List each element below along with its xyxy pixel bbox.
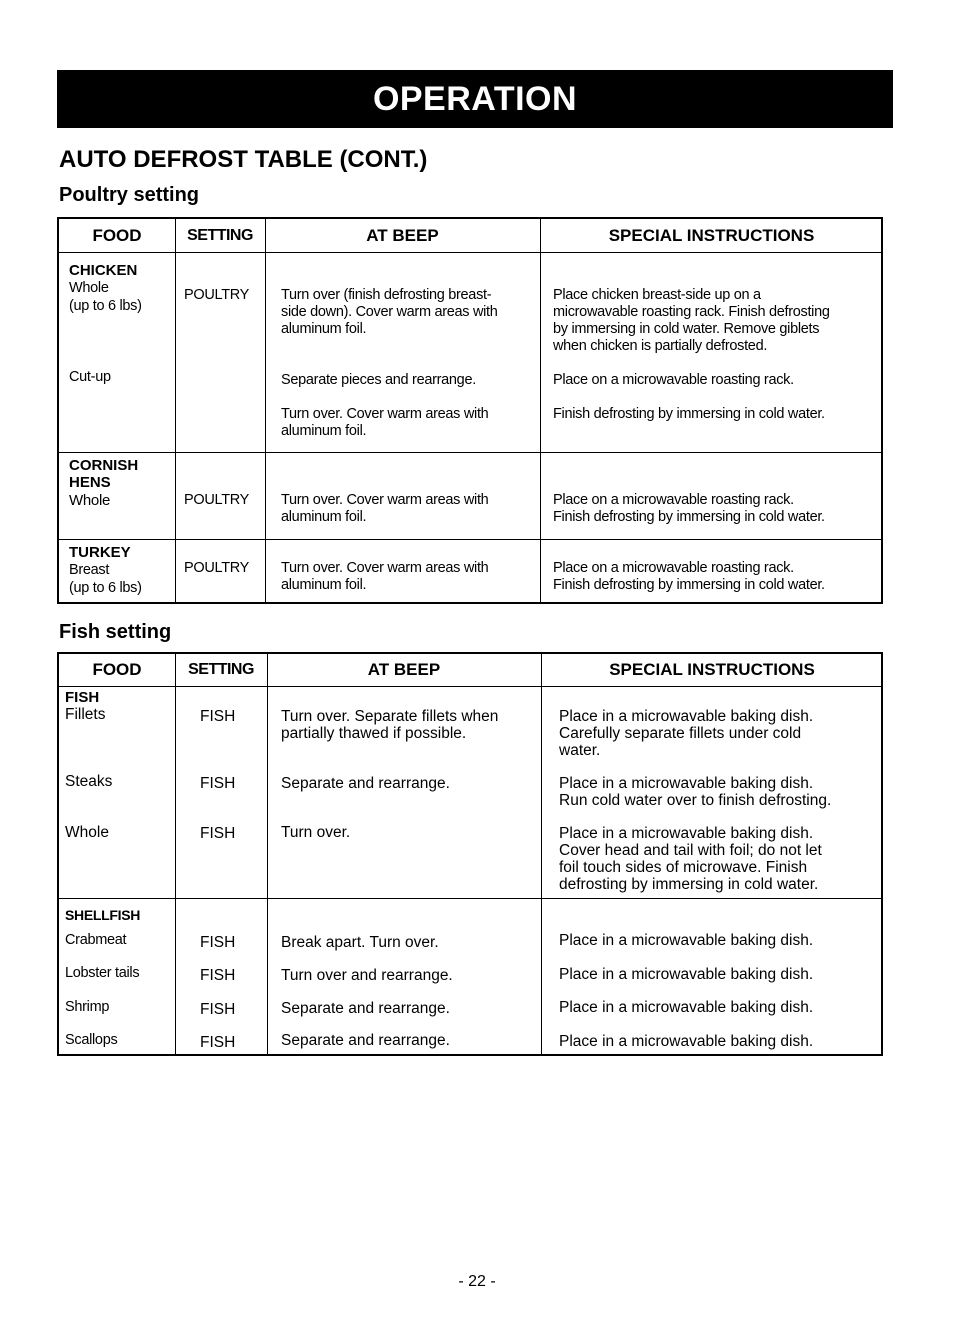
at-beep-text: Separate and rearrange. <box>281 1032 450 1049</box>
column-divider <box>175 219 176 602</box>
column-divider <box>541 654 542 1054</box>
at-beep-text: Turn over. <box>281 824 351 841</box>
special-instructions-text: Place on a microwavable roasting rack. Finish defrosting by immersing in cold water. <box>553 560 825 593</box>
special-instructions-text: Place chicken breast-side up on a microwavable roasting rack. Finish defrosting by immersing in cold water. Remove giblets when chicken is partially defrosted. <box>553 287 830 354</box>
special-instructions-text: Place on a microwavable roasting rack. Finish defrosting by immersing in cold water. <box>553 492 825 525</box>
food-item: Breast <box>69 562 110 578</box>
header-divider <box>59 686 881 687</box>
food-weight: (up to 6 lbs) <box>69 298 142 314</box>
setting-value: FISH <box>200 1034 236 1051</box>
special-instructions-text: Place in a microwavable baking dish. <box>559 932 814 949</box>
setting-value: POULTRY <box>184 492 250 508</box>
setting-value: FISH <box>200 775 236 792</box>
header-setting: SETTING <box>188 661 254 678</box>
special-instructions-text: Place in a microwavable baking dish. <box>559 1033 814 1050</box>
at-beep-text: Separate and rearrange. <box>281 775 450 792</box>
at-beep-text: Separate pieces and rearrange. <box>281 372 476 388</box>
section-title: AUTO DEFROST TABLE (CONT.) <box>59 146 428 173</box>
food-group-cornish-hens: CORNISH HENS <box>69 457 139 491</box>
row-divider <box>59 898 881 899</box>
column-divider <box>540 219 541 602</box>
at-beep-text: Separate and rearrange. <box>281 1000 450 1017</box>
setting-value: POULTRY <box>184 560 250 576</box>
special-instructions-text: Place in a microwavable baking dish. Run cold water over to finish defrosting. <box>559 775 832 809</box>
food-item: Scallops <box>65 1032 118 1048</box>
poultry-table <box>57 217 883 604</box>
food-item: Lobster tails <box>65 965 140 981</box>
food-group-chicken: CHICKEN <box>69 262 138 279</box>
special-instructions-text: Place in a microwavable baking dish. <box>559 999 814 1016</box>
header-at-beep: AT BEEP <box>367 660 441 679</box>
operation-banner: OPERATION <box>57 70 893 128</box>
header-divider <box>59 252 881 253</box>
food-group-shellfish: SHELLFISH <box>65 907 141 923</box>
special-instructions-text: Place in a microwavable baking dish. <box>559 966 814 983</box>
special-instructions-text: Place in a microwavable baking dish. Cover head and tail with foil; do not let foil touch sides of microwave. Finish defrosting by immersing in cold water. <box>559 825 822 893</box>
at-beep-text: Turn over and rearrange. <box>281 967 453 984</box>
poultry-setting-title: Poultry setting <box>59 184 200 206</box>
food-item: Steaks <box>65 773 113 790</box>
setting-value: FISH <box>200 967 236 984</box>
food-item: Whole <box>69 280 109 296</box>
at-beep-text: Turn over. Cover warm areas with aluminum foil. <box>281 560 489 593</box>
header-special-instructions: SPECIAL INSTRUCTIONS <box>608 226 815 245</box>
food-item: Fillets <box>65 706 106 723</box>
fish-setting-title: Fish setting <box>59 621 172 643</box>
column-divider <box>267 654 268 1054</box>
setting-value: FISH <box>200 825 236 842</box>
setting-value: POULTRY <box>184 287 250 303</box>
food-item: Shrimp <box>65 999 110 1015</box>
row-divider <box>59 539 881 540</box>
food-group-turkey: TURKEY <box>69 544 131 561</box>
header-food: FOOD <box>92 226 142 245</box>
food-item: Crabmeat <box>65 932 127 948</box>
page-number: - 22 - <box>458 1273 496 1290</box>
at-beep-text: Turn over (finish defrosting breast- side down). Cover warm areas with aluminum foil. <box>281 287 498 337</box>
header-setting: SETTING <box>187 227 253 244</box>
fish-table <box>57 652 883 1056</box>
special-instructions-text: Finish defrosting by immersing in cold water. <box>553 406 825 422</box>
header-food: FOOD <box>92 660 142 679</box>
header-special-instructions: SPECIAL INSTRUCTIONS <box>609 660 815 679</box>
row-divider <box>59 452 881 453</box>
special-instructions-text: Place in a microwavable baking dish. Carefully separate fillets under cold water. <box>559 708 814 759</box>
food-item: Whole <box>65 824 109 841</box>
food-group-fish: FISH <box>65 689 100 706</box>
at-beep-text: Turn over. Cover warm areas with aluminum foil. <box>281 406 489 439</box>
food-weight: (up to 6 lbs) <box>69 580 142 596</box>
food-item: Cut-up <box>69 369 111 385</box>
at-beep-text: Turn over. Separate fillets when partially thawed if possible. <box>281 708 499 742</box>
special-instructions-text: Place on a microwavable roasting rack. <box>553 372 794 388</box>
setting-value: FISH <box>200 934 236 951</box>
food-item: Whole <box>69 492 111 509</box>
column-divider <box>175 654 176 1054</box>
at-beep-text: Turn over. Cover warm areas with aluminum foil. <box>281 492 489 525</box>
column-divider <box>265 219 266 602</box>
setting-value: FISH <box>200 708 236 725</box>
header-at-beep: AT BEEP <box>366 226 439 245</box>
at-beep-text: Break apart. Turn over. <box>281 934 439 951</box>
setting-value: FISH <box>200 1001 236 1018</box>
